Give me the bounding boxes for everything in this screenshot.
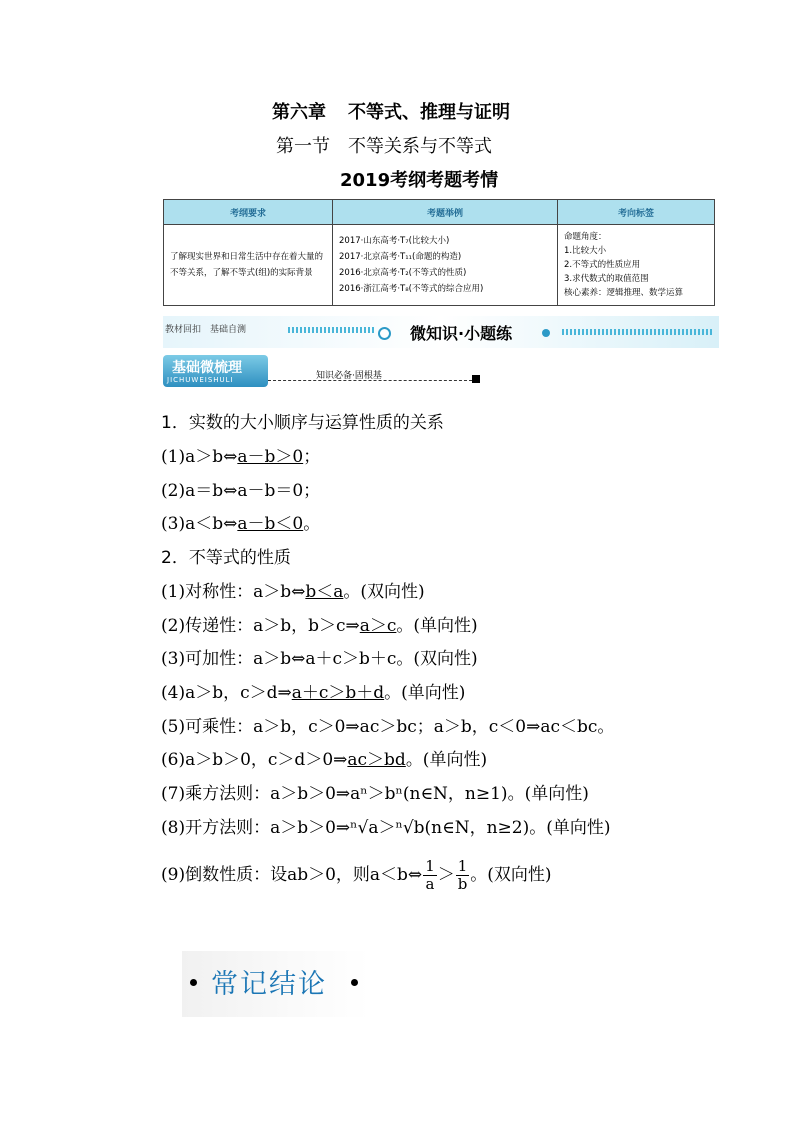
badge-tag: 知识必备·固根基 [316,371,382,381]
dotted-decoration [562,329,712,335]
list-item: 2017·北京高考·T₁₁(命题的构造) [339,252,462,262]
badge-pinyin: JICHUWEISHULI [167,376,234,384]
table-header: 考纲要求 [164,200,333,225]
section-title: 第一节 不等关系与不等式 [276,136,492,157]
conclusion-title: 常记结论 [211,969,327,1000]
property-7: (7)乘方法则：a＞b＞0⇒aⁿ＞bⁿ(n∈N，n≥1)。(单向性) [161,784,589,804]
list-item: 命题角度： [564,232,607,242]
table-header: 考向标签 [558,200,715,225]
list-item: 2017·山东高考·T₇(比较大小) [339,236,450,246]
property-1: (1)对称性：a＞b⇔b＜a。(双向性) [161,582,425,602]
list-item: 2016·浙江高考·T₈(不等式的综合应用) [339,284,484,294]
banner-left-label: 教材回扣 基础自测 [165,325,247,335]
list-item: 核心素养：逻辑推理、数学运算 [564,288,684,298]
chapter-title: 第六章 不等式、推理与证明 [272,102,510,123]
list-item: 3.求代数式的取值范围 [564,274,649,284]
list-item: 2016·北京高考·T₂(不等式的性质) [339,268,467,278]
bullet-icon [351,979,358,986]
circle-icon [378,327,391,340]
item-1: (1)a＞b⇔a－b＞0； [161,447,321,467]
item-2: (2)a＝b⇔a－b＝0； [161,481,321,501]
square-icon [472,375,480,383]
property-4: (4)a＞b，c＞d⇒a＋c＞b＋d。(单向性) [161,683,466,703]
list-item: 1.比较大小 [564,246,607,256]
dashed-divider [268,380,472,381]
property-8: (8)开方法则：a＞b＞0⇒ⁿ√a＞ⁿ√b(n∈N，n≥2)。(单向性) [161,818,611,838]
property-3: (3)可加性：a＞b⇔a＋c＞b＋c。(双向性) [161,649,478,669]
badge-title: 基础微梳理 [172,360,242,376]
heading-2: 2．不等式的性质 [161,548,291,568]
property-9: (9)倒数性质：设ab＞0，则a＜b⇔ $\frac{1}{a}$ ＞ $\frac{1}{b}$ 。(双向性) [161,857,552,893]
dotted-decoration [288,327,374,333]
banner-title: 微知识·小题练 [410,324,513,343]
bullet-icon [190,979,197,986]
table-header: 考题举例 [333,200,558,225]
requirement-cell: 了解现实世界和日常生活中存在着大量的不等关系，了解不等式(组)的实际背景 [164,225,333,306]
examples-cell [333,225,558,306]
item-3: (3)a＜b⇔a－b＜0。 [161,514,321,534]
property-2: (2)传递性：a＞b，b＞c⇒a＞c。(单向性) [161,616,478,636]
heading-1: 1．实数的大小顺序与运算性质的关系 [161,413,444,433]
list-item: 2.不等式的性质应用 [564,260,641,270]
property-6: (6)a＞b＞0，c＞d＞0⇒ac＞bd。(单向性) [161,750,488,770]
exam-title: 2019考纲考题考情 [340,170,499,191]
property-5: (5)可乘性：a＞b，c＞0⇒ac＞bc；a＞b，c＜0⇒ac＜bc。 [161,717,615,737]
exam-info-table [163,199,715,306]
tags-cell [558,225,715,306]
dot-icon [542,329,550,337]
